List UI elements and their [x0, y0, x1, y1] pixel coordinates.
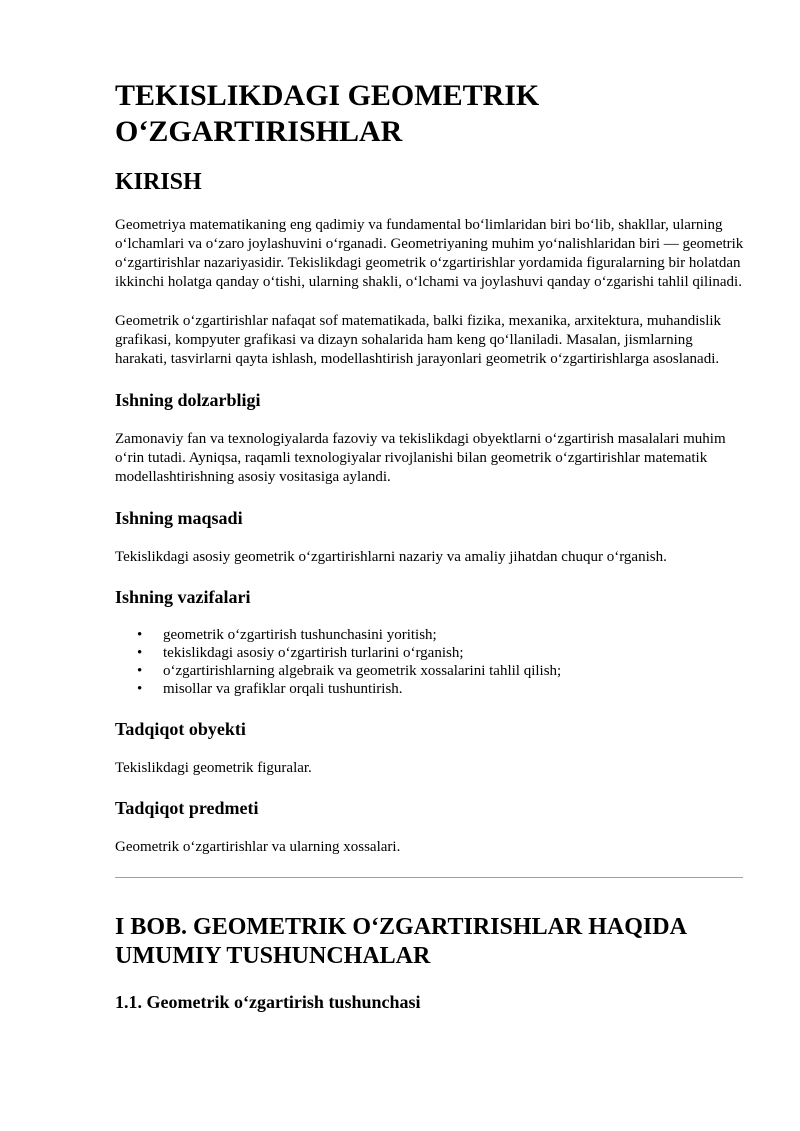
intro-paragraph-2: Geometrik o‘zgartirishlar nafaqat sof matematikada, balki fizika, mexanika, arxitektura, muhandislik grafikasi, kompyuter grafikasi va dizayn sohalarida ham keng qo‘llaniladi. Masalan, jismlarning harakati, tasvirlarni qayta ishlash, modellashtirish jarayonlari geometrik o‘zgartirishlarga asoslanadi. [115, 313, 722, 367]
object-paragraph: Tekislikdagi geometrik figuralar. [115, 760, 312, 776]
list-item-text: tekislikdagi asosiy o‘zgartirish turlarini o‘rganish; [163, 645, 464, 661]
list-item [137, 662, 745, 680]
tasks-list [115, 626, 745, 698]
list-item [137, 626, 745, 644]
section-divider [115, 877, 743, 878]
goal-paragraph: Tekislikdagi asosiy geometrik o‘zgartirishlarni nazariy va amaliy jihatdan chuqur o‘rganish. [115, 549, 667, 565]
bullet-icon: • [137, 681, 143, 697]
subheading-relevance: Ishning dolzarbligi [115, 390, 261, 410]
relevance-paragraph: Zamonaviy fan va texnologiyalarda fazoviy va tekislikdagi obyektlarni o‘zgartirish masalalari muhim o‘rin tutadi. Ayniqsa, raqamli texnologiyalar rivojlanishi bilan geometrik o‘zgartirishlar matematik modellashtirishning asosiy vositasiga aylandi. [115, 431, 726, 485]
subheading-subject: Tadqiqot predmeti [115, 798, 259, 818]
list-item [137, 680, 745, 698]
intro-paragraph-1: Geometriya matematikaning eng qadimiy va fundamental bo‘limlaridan biri bo‘lib, shakllar, ularning o‘lchamlari va o‘zaro joylashuvini o‘rganadi. Geometriyaning muhim yo‘nalishlaridan biri — geometrik o‘zgartirishlar nazariyasidir. Tekislikdagi geometrik o‘zgartirishlar yordamida figuralarning bir holatdan ikkinchi holatga qanday o‘tishi, ularning shakli, o‘lchami va joylashuvi qanday o‘zgarishi tahlil qilinadi. [115, 217, 744, 290]
bullet-icon: • [137, 627, 143, 643]
section-heading-intro: KIRISH [115, 169, 202, 195]
document-title: TEKISLIKDAGI GEOMETRIK O‘ZGARTIRISHLAR [115, 79, 540, 148]
bullet-icon: • [137, 663, 143, 679]
subsection-heading-1-1: 1.1. Geometrik o‘zgartirish tushunchasi [115, 992, 421, 1012]
list-item-text: o‘zgartirishlarning algebraik va geometrik xossalarini tahlil qilish; [163, 663, 562, 679]
document-page [115, 78, 745, 1013]
list-item [137, 644, 745, 662]
chapter-title: I BOB. GEOMETRIK O‘ZGARTIRISHLAR HAQIDA UMUMIY TUSHUNCHALAR [115, 914, 686, 969]
list-item-text: geometrik o‘zgartirish tushunchasini yoritish; [163, 627, 437, 643]
subject-paragraph: Geometrik o‘zgartirishlar va ularning xossalari. [115, 839, 401, 855]
list-item-text: misollar va grafiklar orqali tushuntirish. [163, 681, 403, 697]
subheading-object: Tadqiqot obyekti [115, 719, 246, 739]
subheading-goal: Ishning maqsadi [115, 508, 243, 528]
subheading-tasks: Ishning vazifalari [115, 587, 251, 607]
bullet-icon: • [137, 645, 143, 661]
